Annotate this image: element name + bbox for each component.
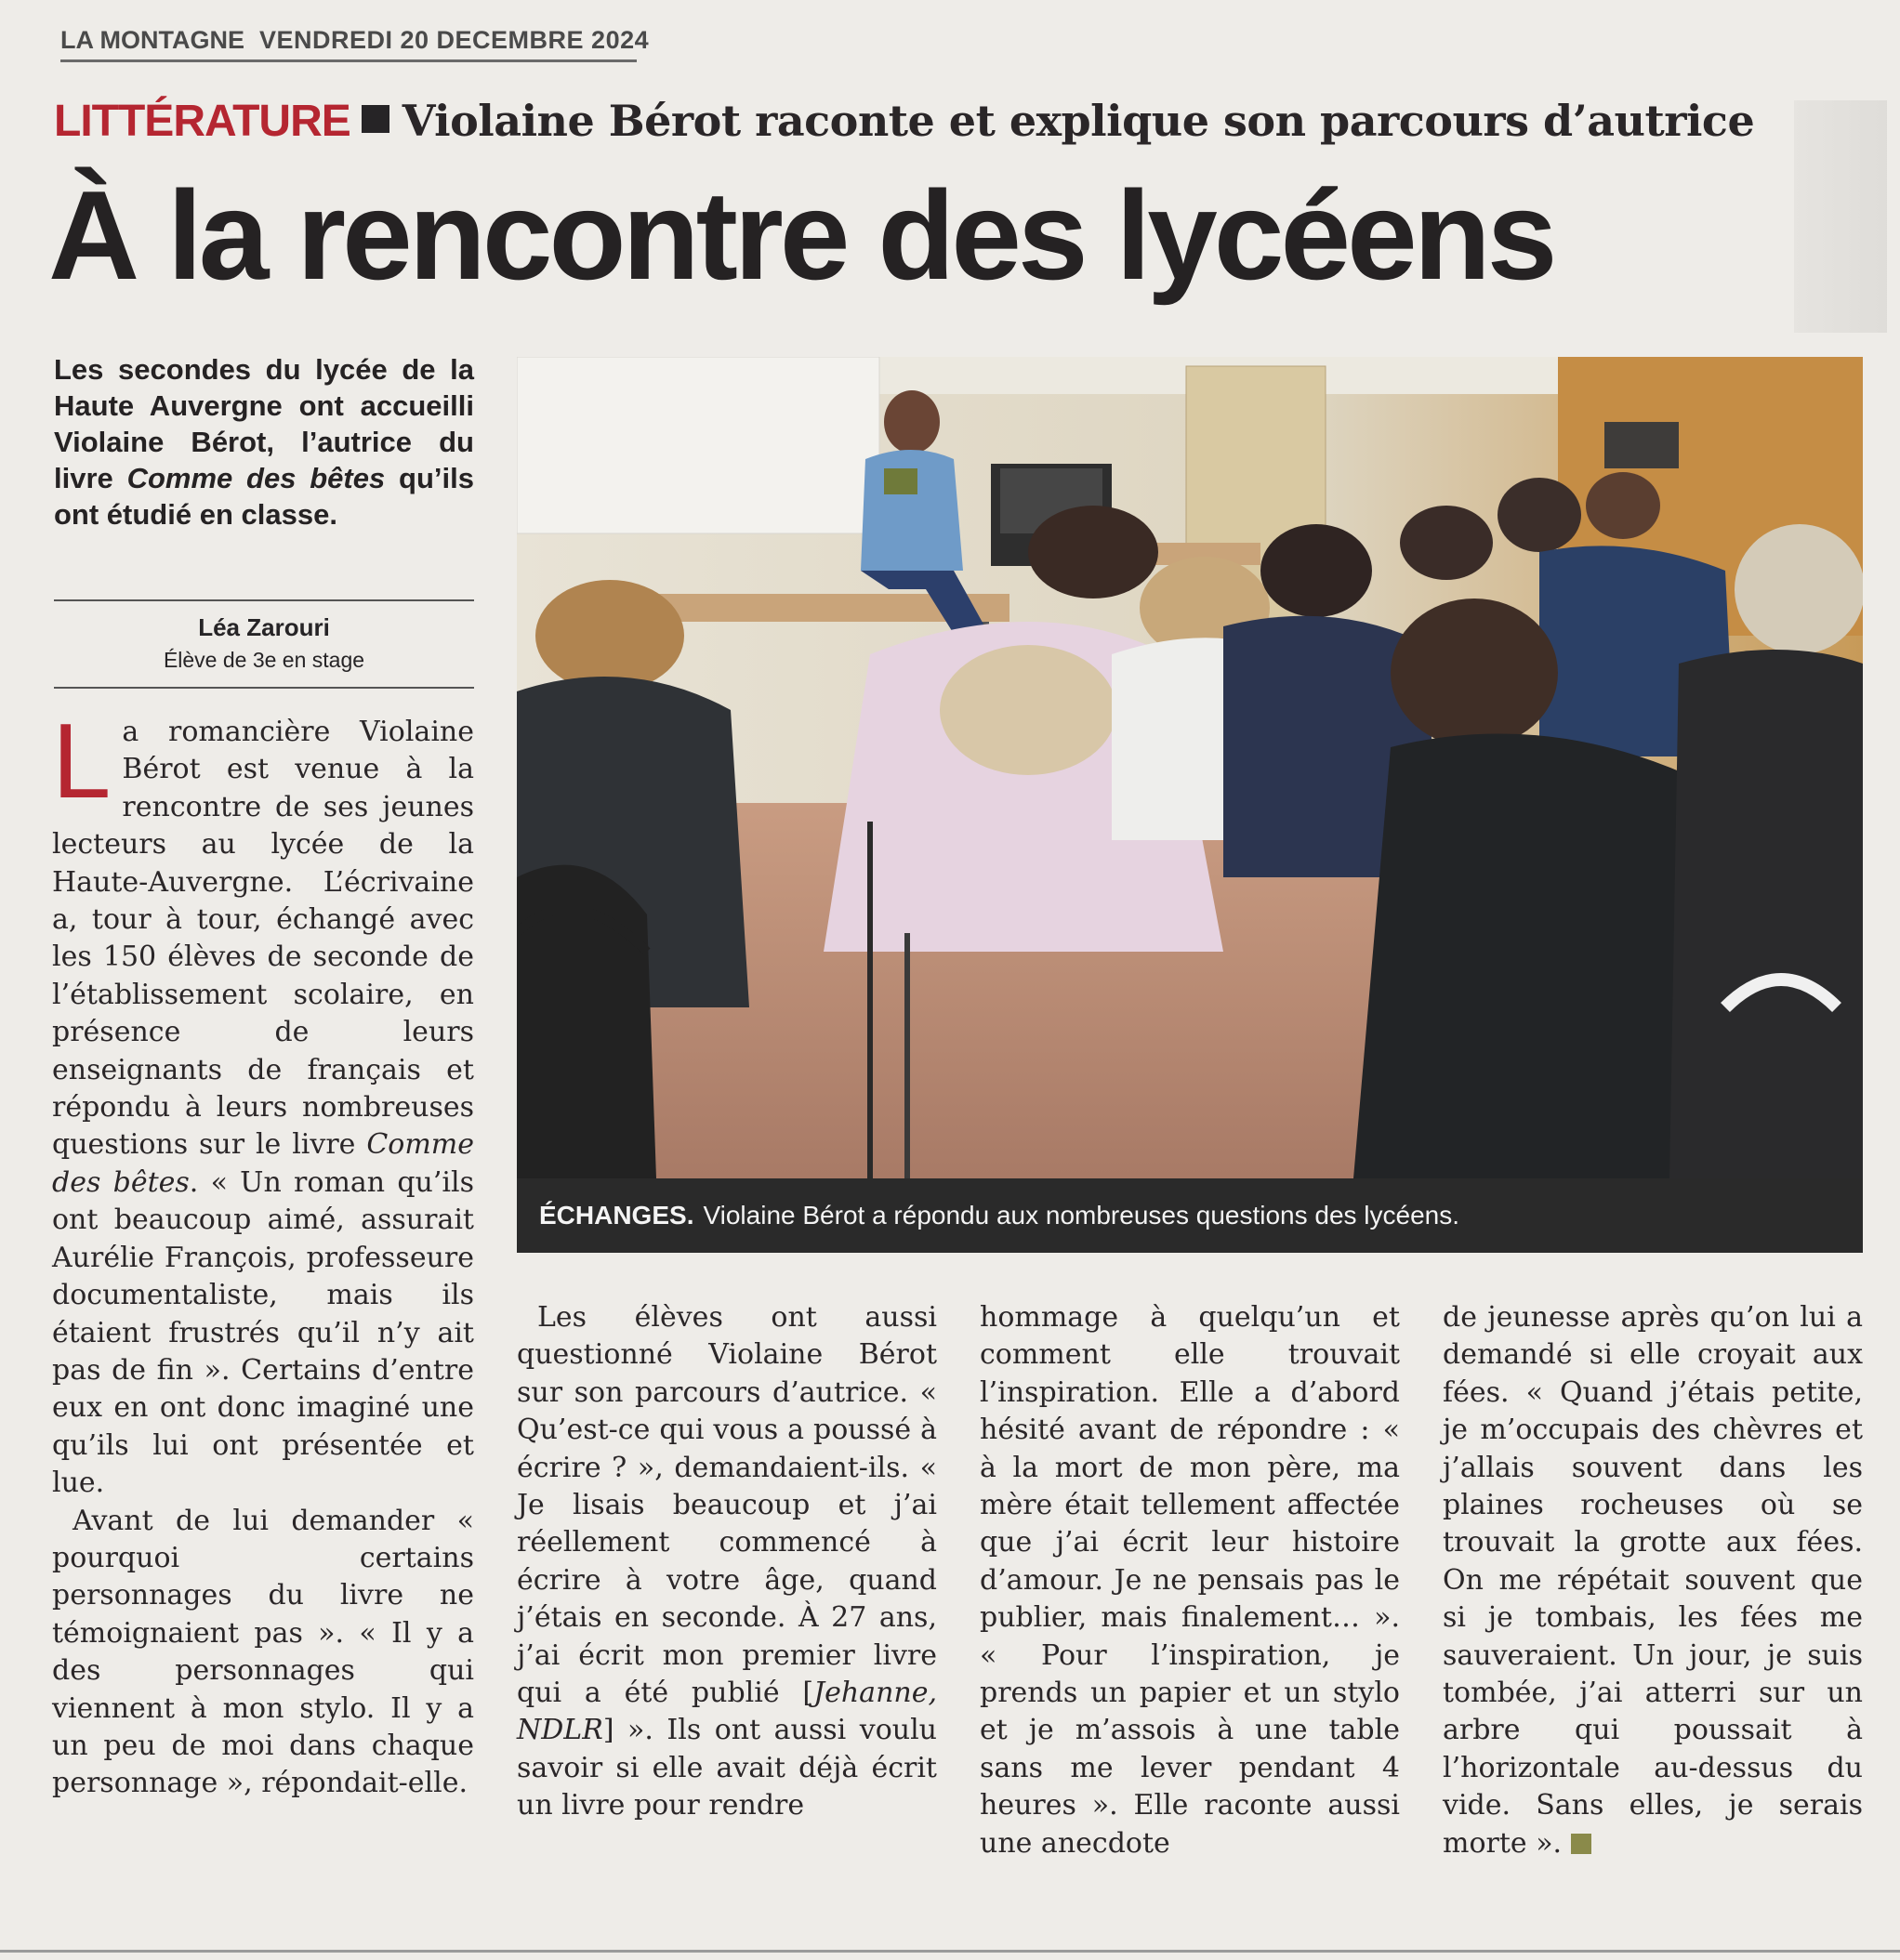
classroom-photo [517, 357, 1863, 1178]
bottom-rule [0, 1950, 1900, 1953]
article-column-2 [517, 1299, 937, 1825]
chapo-book-title: Comme des bêtes [126, 462, 386, 494]
caption-text: Violaine Bérot a répondu aux nombreuses questions des lycéens. [703, 1201, 1460, 1230]
caption-lead: ÉCHANGES. [539, 1201, 694, 1230]
article-photo [517, 357, 1863, 1253]
section-rubric: LITTÉRATURE [54, 97, 350, 146]
p5-text: de jeunesse après qu’on lui a demandé si elle croyait aux fées. « Quand j’étais petite, je m’occupais des chèvres et j’allais souvent dans les plaines rocheuses où se trouvait la grotte aux fées. On me répétait souvent que si je tombais, les fées me sauveraient. Un jour, je suis tombée, j’ai atterri sur un arbre qui poussait à l’horizontale au-dessus du vide. Sans elles, je serais morte ». [1443, 1301, 1863, 1860]
end-of-article-icon [1571, 1834, 1591, 1854]
deck-subtitle: Violaine Bérot raconte et explique son parcours d’autrice [402, 96, 1755, 146]
photo-caption [517, 1178, 1863, 1253]
masthead [60, 26, 650, 62]
article-paragraph-1 [52, 703, 474, 1503]
p3-book-title: Jehanne, NDLR [517, 1677, 937, 1747]
p3-text-a: Les élèves ont aussi questionné Violaine Bérot sur son parcours d’autrice. « Qu’est-ce qui vous a poussé à écrire ? », demandaient-ils. « Je lisais beaucoup et j’ai réellement commencé à écrire à votre âge, quand j’étais en seconde. À 27 ans, j’ai écrit mon premier livre qui a été publié [ [517, 1301, 937, 1710]
p1-text-a: a romancière Violaine Bérot est venue à la rencontre de ses jeunes lecteurs au lycée de la Haute-Auvergne. L’écrivaine a, tour à tour, échangé avec les 150 élèves de seconde de l’établissement scolaire, en présence de leurs enseignants de français et répondu à leurs nombreuses questions sur le livre [52, 716, 474, 1162]
p3-text-b: ] ». Ils ont aussi voulu savoir si elle avait déjà écrit un livre pour rendre [517, 1714, 937, 1822]
masthead-paper-name: LA MONTAGNE [60, 26, 244, 54]
chapo-lead [54, 351, 474, 533]
chapo-text-2: qu’ils ont étudié en classe. [54, 462, 474, 531]
p1-book-title: Comme des bêtes [52, 1128, 474, 1199]
article-paragraph-4: hommage à quelqu’un et comment elle trouvait l’inspiration. Elle a d’abord hésité avant de répondre : « à la mort de mon père, ma mère était tellement affectée que j’ai écrit leur histoire d’amour. Je ne pensais pas le publier, mais finalement… ». « Pour l’inspiration, je prends un papier et un stylo et je m’assois à une table sans me lever pendant 4 heures ». Elle raconte aussi une anecdote [980, 1301, 1400, 1860]
masthead-date: VENDREDI 20 DECEMBRE 2024 [258, 26, 650, 54]
square-bullet-icon [362, 105, 389, 133]
byline-role: Élève de 3e en stage [163, 648, 365, 672]
drop-cap: L [52, 703, 112, 821]
headline: À la rencontre des lycéens [48, 164, 1554, 306]
byline [54, 599, 474, 689]
kicker [54, 95, 1783, 151]
article-paragraph-2: Avant de lui demander « pourquoi certains personnages du livre ne témoignaient pas ». « Il y a des personnages qui viennent à mon stylo. Il y a un peu de moi dans chaque personnage », répondait-elle. [52, 1504, 474, 1800]
article-paragraph-3 [517, 1299, 937, 1825]
article-column-4 [1443, 1299, 1863, 1862]
article-paragraph-5 [1443, 1299, 1863, 1862]
byline-author: Léa Zarouri [198, 613, 330, 641]
chapo-text-1: Les secondes du lycée de la Haute Auvergne ont accueilli Violaine Bérot, l’autrice du livre [54, 353, 474, 494]
article-column-1 [52, 703, 474, 1803]
p1-text-b: . « Un roman qu’ils ont beaucoup aimé, assurait Aurélie François, professeure documentaliste, mais ils étaient frustrés qu’il n’y ait pas de fin ». Certains d’entre eux en ont donc imaginé une qu’ils lui ont présentée et lue. [52, 1165, 474, 1500]
article-column-3 [980, 1299, 1400, 1862]
